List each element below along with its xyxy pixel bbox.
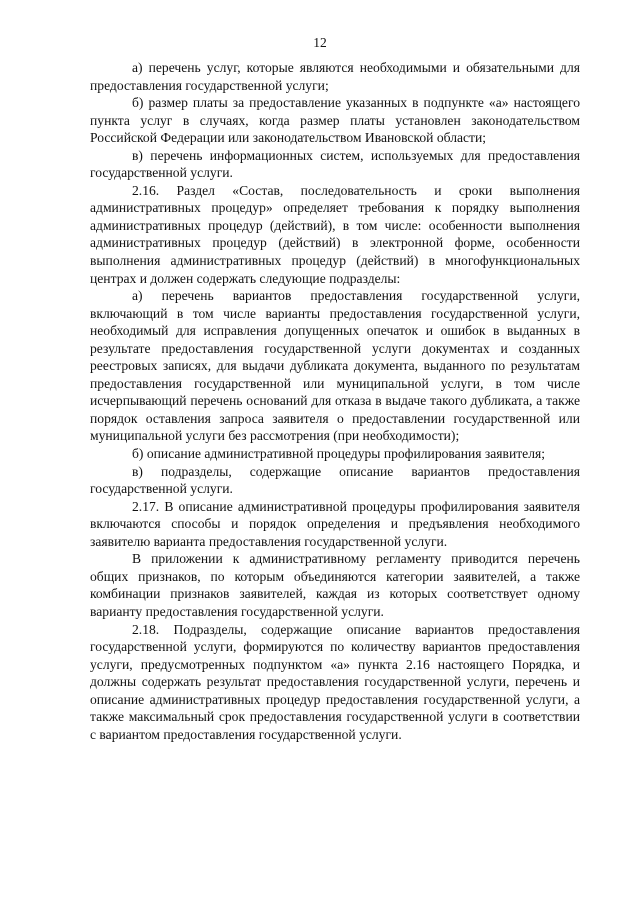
paragraph-list-item-v-info-systems: в) перечень информационных систем, используемых для предоставления государственной услуги.	[90, 147, 580, 181]
paragraph-2-17: 2.17. В описание административной процедуры профилирования заявителя включаются способы и порядок определения и предъявления необходимого заявителю варианта предоставления государственной услуги.	[90, 498, 580, 549]
paragraph-2-16-item-b: б) описание административной процедуры профилирования заявителя;	[132, 446, 546, 462]
paragraph-2-16-item-a: а) перечень вариантов предоставления государственной услуги, включающий в том числе варианты предоставления государственной услуги, необходимый для исправления допущенных опечаток и ошибок в выданных в результате предоставления государственной услуги документах и созданных реестровых записях, для выдачи дубликата документа, выданного по результатам предоставления государственной или муниципальной услуги, в том числе исчерпывающий перечень оснований для отказа в выдаче такого дубликата, а также порядок оставления запроса заявителя о предоставлении государственной или муниципальной услуги без рассмотрения (при необходимости);	[90, 288, 580, 444]
paragraph-list-item-b-fee: б) размер платы за предоставление указанных в подпункте «а» настоящего пункта услуг в случаях, когда размер платы установлен законодательством Российской Федерации или законодательством Ивановской области;	[90, 95, 580, 146]
paragraph-2-18: 2.18. Подразделы, содержащие описание вариантов предоставления государственной услуги, формируются по количеству вариантов предоставления услуги, предусмотренных подпунктом «а» пункта 2.16 настоящего Порядка, и должны содержать результат предоставления государственной услуги, перечень и описание административных процедур предоставления государственной услуги, а также максимальный срок предоставления государственной услуги в соответствии с вариантом предоставления государственной услуги.	[90, 621, 580, 742]
paragraph-2-16-item-v: в) подразделы, содержащие описание вариантов предоставления государственной услуги.	[90, 463, 580, 497]
paragraph-list-item-a-services: а) перечень услуг, которые являются необходимыми и обязательными для предоставления государственной услуги;	[90, 60, 580, 93]
paragraph-appendix: В приложении к административному регламенту приводится перечень общих признаков, по которым объединяются категории заявителей, а также комбинации признаков заявителей, каждая из которых соответствует одному варианту предоставления государственной услуги.	[90, 551, 580, 619]
document-body	[90, 59, 580, 743]
paragraph-2-16: 2.16. Раздел «Состав, последовательность и сроки выполнения административных процедур» определяет требования к порядку выполнения административных процедур (действий), в том числе: особенности выполнения административных процедур (действий) в электронной форме, особенности выполнения административных процедур (действий) в многофункциональных центрах и должен содержать следующие подразделы:	[90, 182, 580, 286]
page-number: 12	[313, 35, 327, 50]
